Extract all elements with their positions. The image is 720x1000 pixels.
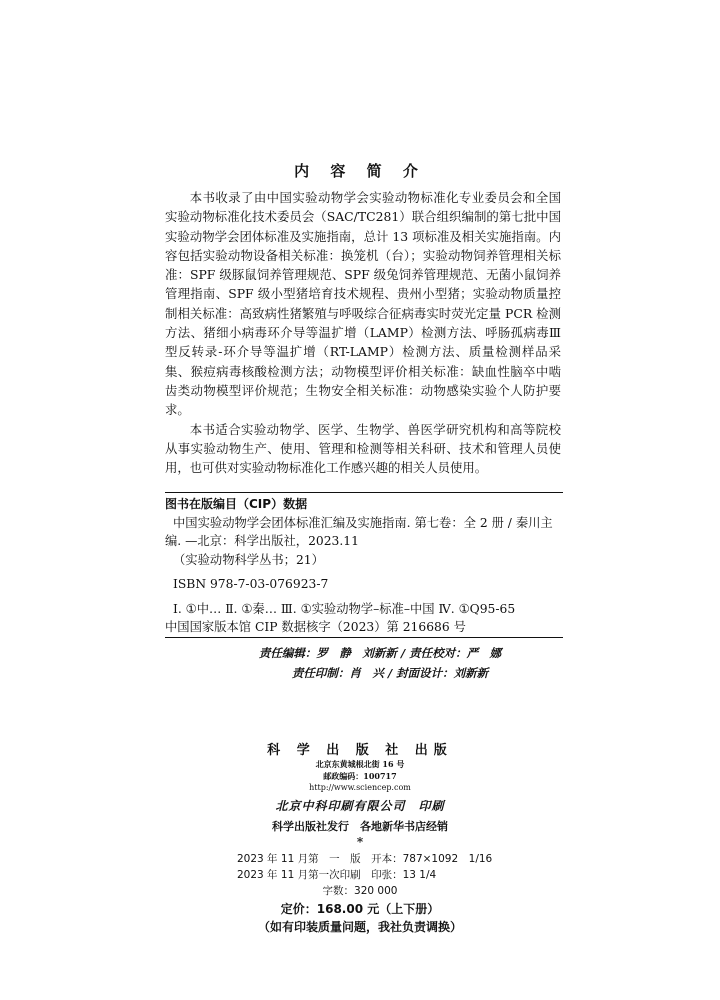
summary-paragraph-2: 本书适合实验动物学、医学、生物学、兽医学研究机构和高等院校从事实验动物生产、使用、管理和检测等相关科研、技术和管理人员使用，也可供对实验动物标准化工作感兴趣的相关人员使用。 xyxy=(165,421,561,476)
summary-title: 内 容 简 介 xyxy=(294,162,426,180)
cip-classification: Ⅰ. ①中… Ⅱ. ①秦… Ⅲ. ①实验动物学–标准–中国 Ⅳ. ①Q95-65 xyxy=(173,601,516,616)
quality-notice: （如有印装质量问题，我社负责调换） xyxy=(257,920,462,934)
printer-name: 北京中科印刷有限公司 印刷 xyxy=(275,799,445,813)
cip-isbn: ISBN 978-7-03-076923-7 xyxy=(173,577,329,591)
summary-paragraph-1: 本书收录了由中国实验动物学会实验动物标准化专业委员会和全国实验动物标准化技术委员会（SAC/TC281）联合组织编制的第七批中国实验动物学会团体标准及实施指南，总计 13 项标准及相关实施指南。内容包括实验动物设备相关标准：换笼机（台）；实验动物饲养管理相关标准：SPF 级豚鼠饲养管理规范、SPF 级兔饲养管理规范、无菌小鼠饲养管理指南、SPF 级小型猪培育技术规程、贵州小型猪；实验动物质量控制相关标准：高致病性猪繁殖与呼吸综合征病毒实时荧光定量 PCR 检测方法、猪细小病毒环介导等温扩增（LAMP）检测方法、呼肠孤病毒Ⅲ型反转录-环介导等温扩增（RT-LAMP）检测方法、质量检测样品采集、猴痘病毒核酸检测方法；动物模型评价相关标准：缺血性脑卒中啮齿类动物模型评价规范；生物安全相关标准：动物感染实验个人防护要求。 xyxy=(165,190,561,418)
price: 定价：168.00 元（上下册） xyxy=(280,902,440,916)
cip-library-record: 中国国家版本馆 CIP 数据核字（2023）第 216686 号 xyxy=(165,620,466,634)
summary-body xyxy=(165,188,561,477)
credits-editors: 责任编辑：罗 静 刘新新 / 责任校对：严 娜 xyxy=(258,646,502,660)
word-count: 字数：320 000 xyxy=(322,885,398,897)
cip-title-line-1: 中国实验动物学会团体标准汇编及实施指南. 第七卷：全 2 册 / 秦川主 xyxy=(173,515,553,530)
edition-info: 2023 年 11 月第 一 版 开本：787×1092 1/16 xyxy=(237,853,493,865)
cip-title-line-2: 编. —北京：科学出版社，2023.11 xyxy=(165,534,359,548)
cip-heading: 图书在版编目（CIP）数据 xyxy=(165,497,308,511)
cip-top-rule xyxy=(165,492,563,493)
publisher-address: 北京东黄城根北街 16 号 xyxy=(315,759,405,769)
cip-bottom-rule xyxy=(165,637,563,638)
publisher-name: 科 学 出 版 社 出版 xyxy=(267,743,453,758)
distribution-info: 科学出版社发行 各地新华书店经销 xyxy=(272,820,448,833)
publisher-url: http://www.sciencep.com xyxy=(309,783,411,792)
separator-star: * xyxy=(356,835,364,849)
publisher-postcode: 邮政编码：100717 xyxy=(323,771,397,781)
printing-info: 2023 年 11 月第一次印刷 印张：13 1/4 xyxy=(237,869,437,881)
cip-block xyxy=(165,492,563,638)
credits-production: 责任印制：肖 兴 / 封面设计：刘新新 xyxy=(291,666,489,680)
cip-series: （实验动物科学丛书；21） xyxy=(173,552,324,567)
